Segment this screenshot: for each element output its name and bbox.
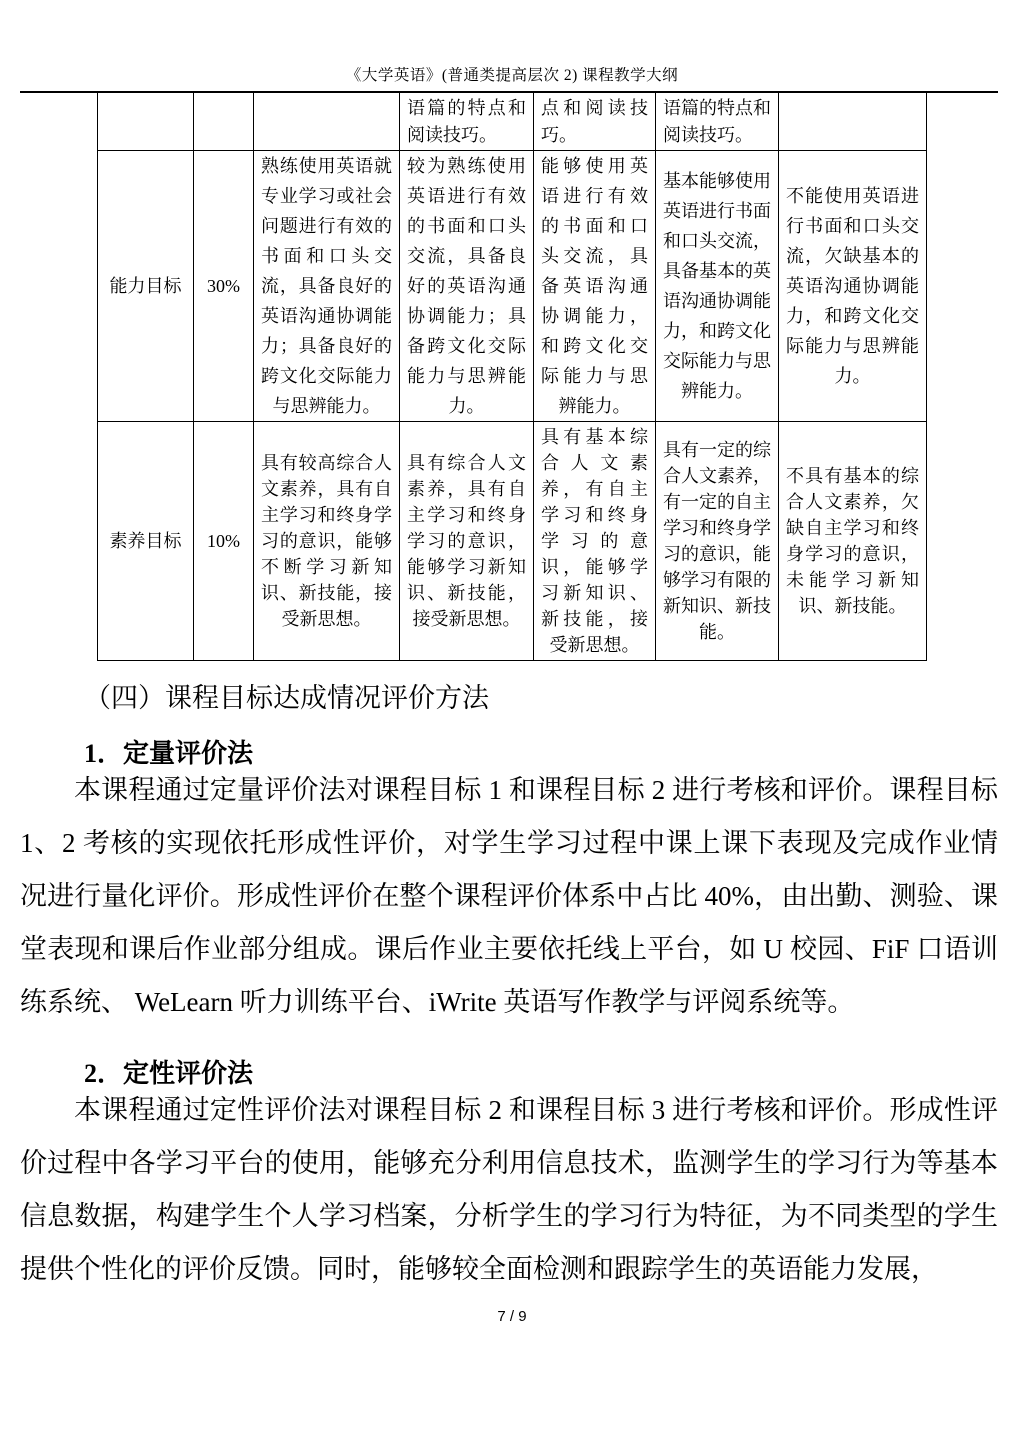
table-cell: 能够使用英语进行有效的书面和口头交流，具备英语沟通协调能力，和跨文化交际能力与思辨能力。 bbox=[534, 151, 656, 422]
rubric-table bbox=[97, 92, 927, 661]
table-cell: 不能使用英语进行书面和口头交流，欠缺基本的英语沟通协调能力，和跨文化交际能力与思辨能力。 bbox=[779, 151, 927, 422]
section-heading: （四）课程目标达成情况评价方法 bbox=[84, 683, 489, 713]
table-row-continuation bbox=[98, 93, 927, 151]
row-label-cell: 能力目标 bbox=[98, 151, 194, 422]
table-cell: 基本能够使用英语进行书面和口头交流，具备基本的英语沟通协调能力，和跨文化交际能力与思辨能力。 bbox=[656, 151, 779, 422]
table-row-ability-goal bbox=[98, 151, 927, 422]
table-cell bbox=[98, 93, 194, 151]
table-cell: 熟练使用英语就专业学习或社会问题进行有效的书面和口头交流，具备良好的英语沟通协调能力；具备良好的跨文化交际能力与思辨能力。 bbox=[254, 151, 400, 422]
subsection-heading-quantitative: 1．定量评价法 bbox=[84, 739, 254, 768]
page-number: 7 / 9 bbox=[497, 1308, 527, 1325]
subsection-heading-qualitative: 2．定性评价法 bbox=[84, 1059, 254, 1088]
table-cell: 点和阅读技巧。 bbox=[534, 93, 656, 151]
table-cell: 语篇的特点和阅读技巧。 bbox=[656, 93, 779, 151]
table-cell: 具有综合人文素养，具有自主学习和终身学习的意识，能够学习新知识、新技能，接受新思想。 bbox=[400, 422, 534, 661]
table-cell: 语篇的特点和阅读技巧。 bbox=[400, 93, 534, 151]
page-header-title: 《大学英语》(普通类提高层次 2) 课程教学大纲 bbox=[345, 67, 679, 84]
table-cell: 具有基本综合人文素养，有自主学习和终身学习的意识，能够学习新知识、新技能，接受新思想。 bbox=[534, 422, 656, 661]
weight-cell: 10% bbox=[194, 422, 254, 661]
table-cell bbox=[779, 93, 927, 151]
table-cell bbox=[194, 93, 254, 151]
table-cell: 具有较高综合人文素养，具有自主学习和终身学习的意识，能够不断学习新知识、新技能，接受新思想。 bbox=[254, 422, 400, 661]
row-label-cell: 素养目标 bbox=[98, 422, 194, 661]
weight-cell: 30% bbox=[194, 151, 254, 422]
table-cell: 不具有基本的综合人文素养，欠缺自主学习和终身学习的意识，未能学习新知识、新技能。 bbox=[779, 422, 927, 661]
table-cell bbox=[254, 93, 400, 151]
paragraph-quantitative: 本课程通过定量评价法对课程目标 1 和课程目标 2 进行考核和评价。课程目标 1、2 考核的实现依托形成性评价，对学生学习过程中课上课下表现及完成作业情况进行量化评价。形成性评价在整个课程评价体系中占比 40%，由出勤、测验、课堂表现和课后作业部分组成。课后作业主要依托线上平台，如 U 校园、FiF 口语训练系统、 WeLearn 听力训练平台、iWrite 英语写作教学与评阅系统等。 bbox=[20, 775, 998, 1017]
table-cell: 具有一定的综合人文素养，有一定的自主学习和终身学习的意识，能够学习有限的新知识、新技能。 bbox=[656, 422, 779, 661]
paragraph-qualitative: 本课程通过定性评价法对课程目标 2 和课程目标 3 进行考核和评价。形成性评价过程中各学习平台的使用，能够充分利用信息技术，监测学生的学习行为等基本信息数据，构建学生个人学习档案，分析学生的学习行为特征，为不同类型的学生提供个性化的评价反馈。同时，能够较全面检测和跟踪学生的英语能力发展， bbox=[20, 1095, 998, 1284]
table-row-literacy-goal bbox=[98, 422, 927, 661]
table-cell: 较为熟练使用英语进行有效的书面和口头交流，具备良好的英语沟通协调能力；具备跨文化交际能力与思辨能力。 bbox=[400, 151, 534, 422]
